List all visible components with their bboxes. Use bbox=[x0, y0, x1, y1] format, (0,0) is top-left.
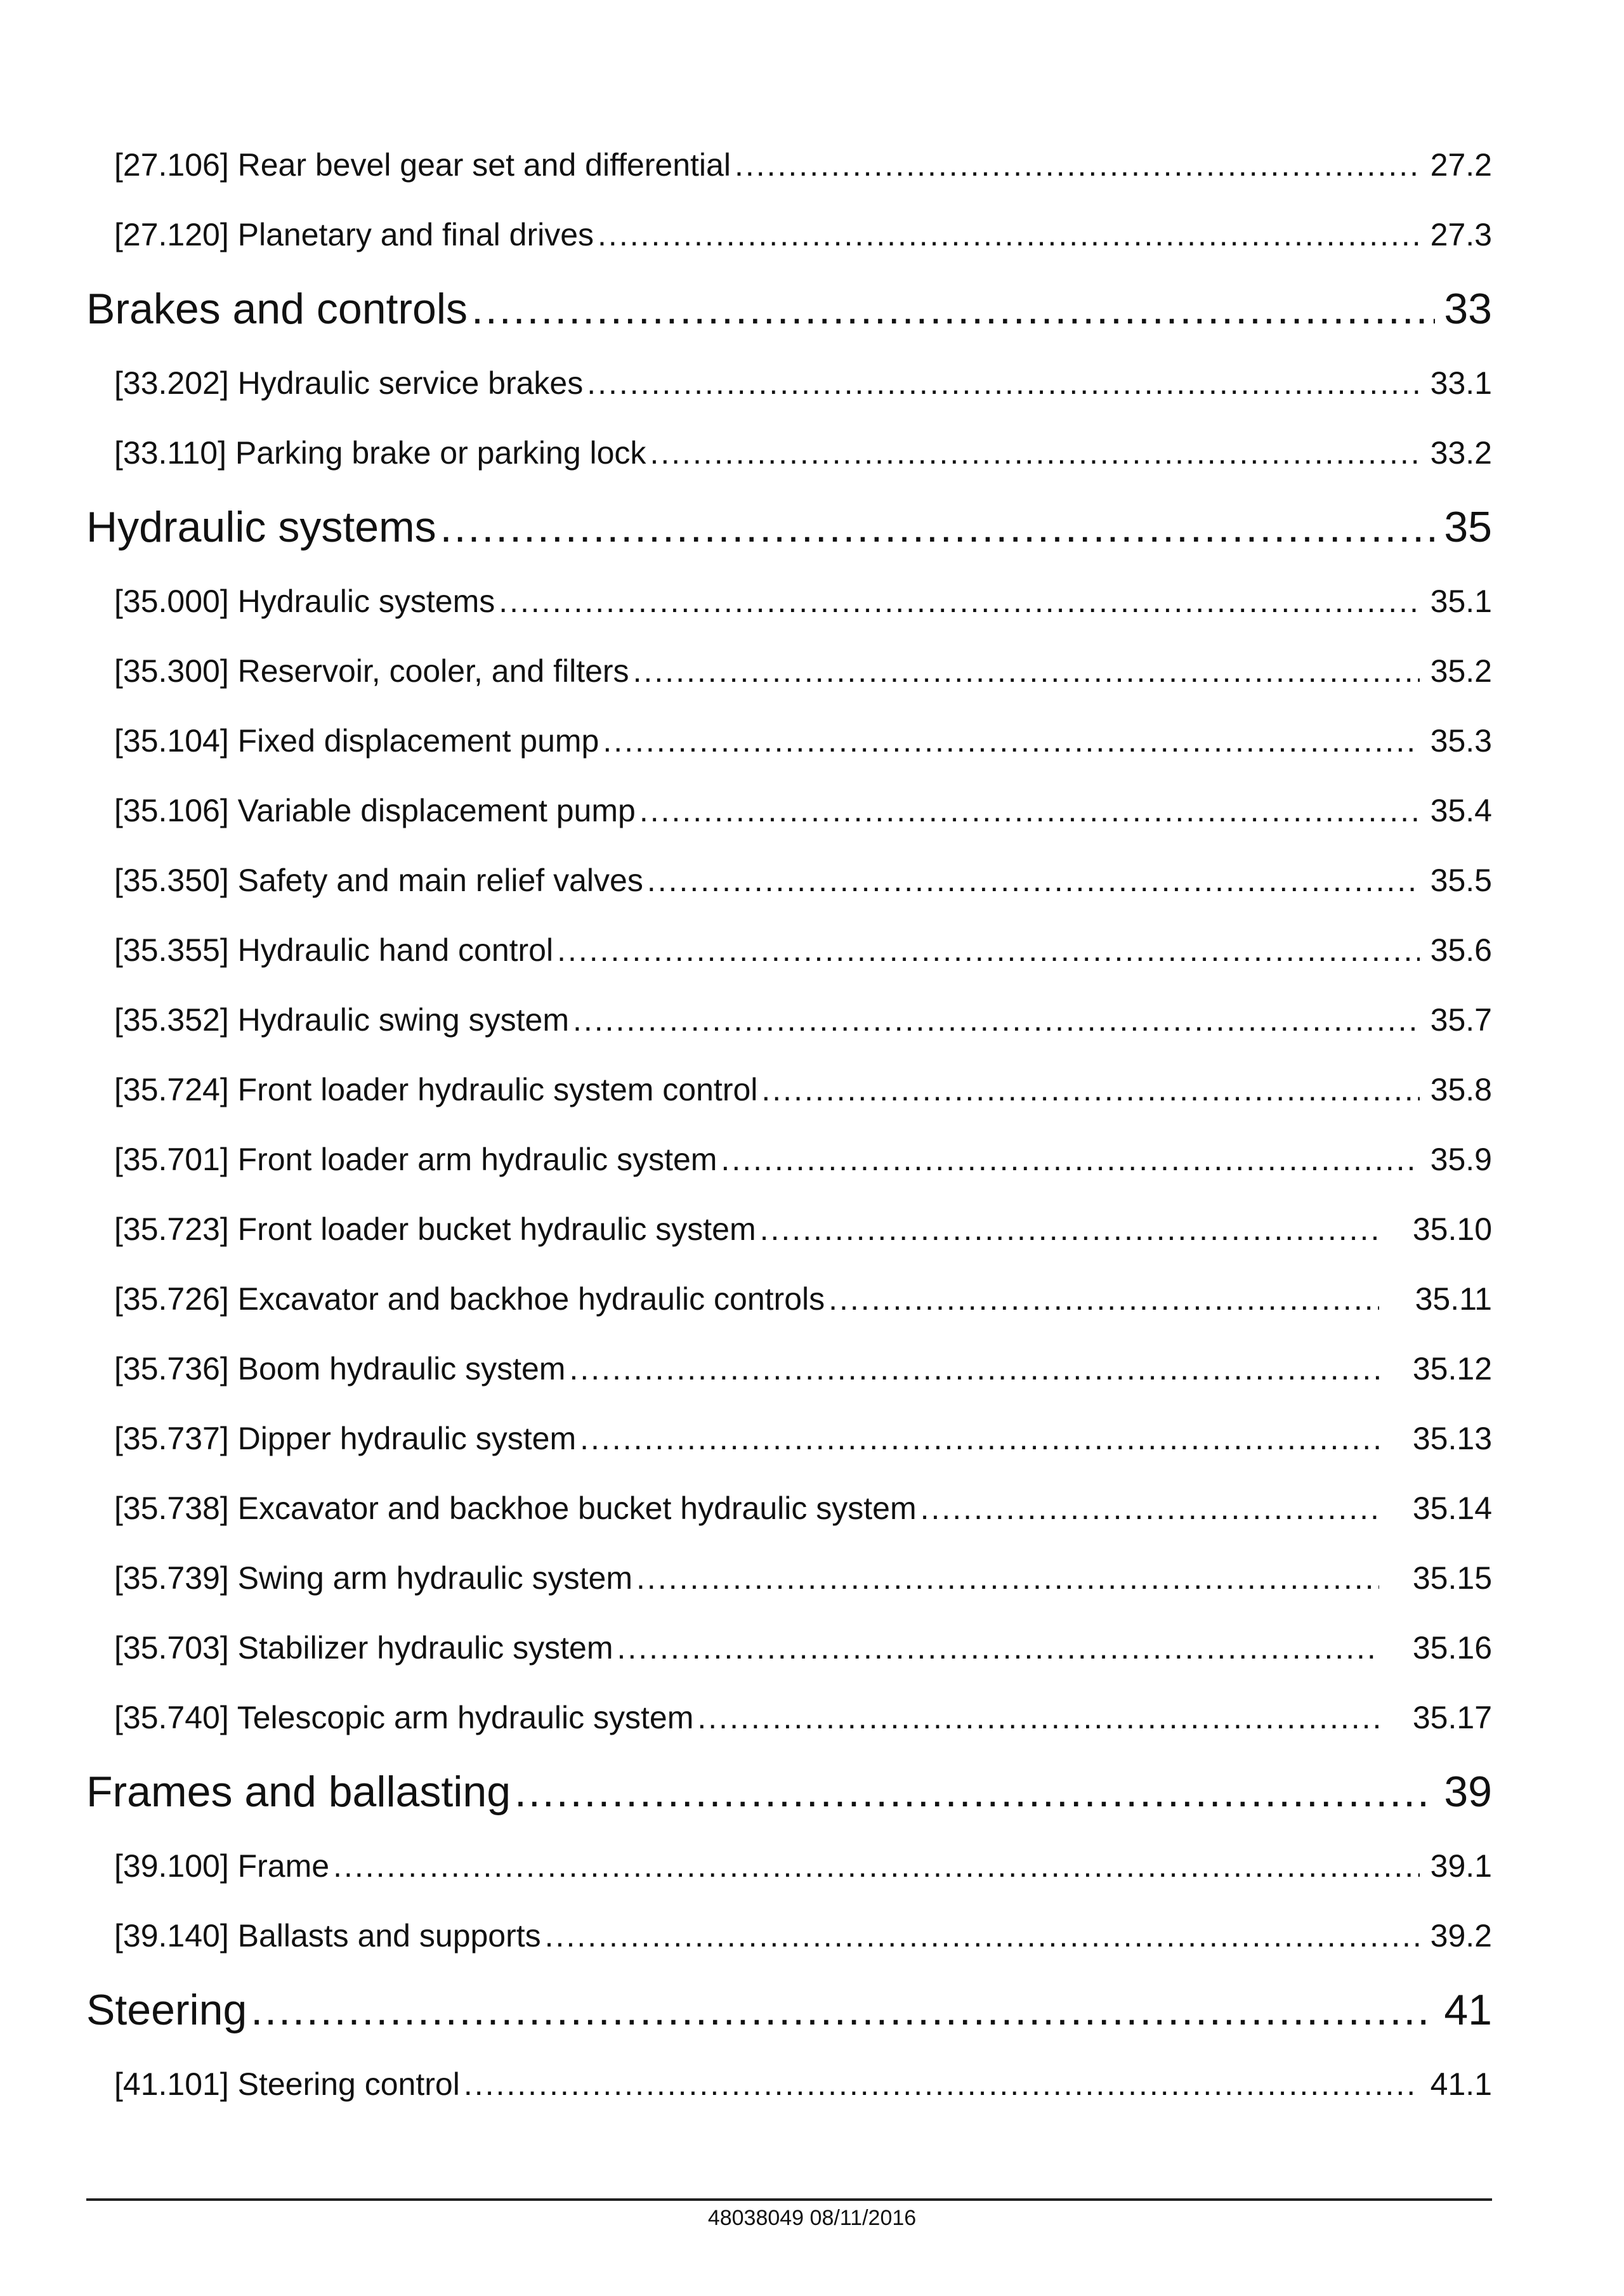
toc-entry-page: 33.2 bbox=[1430, 435, 1492, 471]
toc-entry[interactable] bbox=[86, 776, 1492, 845]
toc-entry-page: 35.1 bbox=[1430, 584, 1492, 619]
toc-entry[interactable] bbox=[86, 200, 1492, 270]
toc-entry[interactable] bbox=[86, 1334, 1492, 1404]
toc-section[interactable] bbox=[86, 270, 1492, 348]
leader-dots bbox=[333, 1831, 1420, 1901]
toc-entry[interactable] bbox=[86, 1404, 1492, 1473]
toc-entry-label: [39.100] Frame bbox=[114, 1848, 330, 1884]
leader-dots bbox=[440, 488, 1435, 566]
toc-entry-page: 35.3 bbox=[1430, 723, 1492, 759]
leader-dots bbox=[471, 270, 1435, 348]
leader-dots bbox=[251, 1971, 1435, 2049]
toc-entry-label: [35.739] Swing arm hydraulic system bbox=[114, 1560, 633, 1596]
leader-dots bbox=[639, 776, 1420, 845]
toc-entry-label: [27.106] Rear bevel gear set and differential bbox=[114, 147, 731, 183]
toc-entry-page: 27.3 bbox=[1430, 217, 1492, 252]
toc-entry-page: 35.13 bbox=[1412, 1421, 1492, 1456]
leader-dots bbox=[499, 566, 1420, 636]
toc-entry[interactable] bbox=[86, 566, 1492, 636]
toc-entry[interactable] bbox=[86, 706, 1492, 776]
leader-dots bbox=[545, 1901, 1420, 1971]
leader-dots bbox=[580, 1404, 1379, 1473]
toc-entry-label: [35.000] Hydraulic systems bbox=[114, 584, 495, 619]
toc-entry-page: 35.16 bbox=[1412, 1630, 1492, 1666]
toc-entry-page: 39.2 bbox=[1430, 1918, 1492, 1954]
toc-entry[interactable] bbox=[86, 1543, 1492, 1613]
toc-entry-page: 39.1 bbox=[1430, 1848, 1492, 1884]
toc-entry-label: [35.352] Hydraulic swing system bbox=[114, 1002, 569, 1038]
toc-entry[interactable] bbox=[86, 1125, 1492, 1194]
toc-entry-label: [39.140] Ballasts and supports bbox=[114, 1918, 541, 1954]
toc-section-title: Frames and ballasting bbox=[86, 1768, 511, 1816]
toc-section-page: 35 bbox=[1444, 503, 1492, 551]
toc-section[interactable] bbox=[86, 1752, 1492, 1831]
toc-entry-page: 33.1 bbox=[1430, 365, 1492, 401]
toc-entry[interactable] bbox=[86, 1194, 1492, 1264]
toc-entry[interactable] bbox=[86, 348, 1492, 418]
leader-dots bbox=[828, 1264, 1379, 1334]
toc-entry[interactable] bbox=[86, 1831, 1492, 1901]
leader-dots bbox=[514, 1752, 1435, 1831]
toc-entry[interactable] bbox=[86, 1613, 1492, 1683]
leader-dots bbox=[761, 1055, 1420, 1125]
table-of-contents bbox=[86, 130, 1492, 2119]
toc-entry-page: 35.10 bbox=[1412, 1211, 1492, 1247]
leader-dots bbox=[633, 636, 1420, 706]
toc-entry-label: [35.300] Reservoir, cooler, and filters bbox=[114, 653, 629, 689]
toc-entry-page: 35.11 bbox=[1415, 1281, 1492, 1317]
leader-dots bbox=[464, 2049, 1420, 2119]
leader-dots bbox=[617, 1613, 1379, 1683]
toc-entry-label: [35.740] Telescopic arm hydraulic system bbox=[114, 1700, 694, 1735]
toc-entry-label: [35.723] Front loader bucket hydraulic system bbox=[114, 1211, 756, 1247]
leader-dots bbox=[650, 418, 1420, 488]
toc-entry-label: [33.202] Hydraulic service brakes bbox=[114, 365, 584, 401]
toc-entry-page: 35.17 bbox=[1412, 1700, 1492, 1735]
toc-entry-label: [35.350] Safety and main relief valves bbox=[114, 863, 643, 898]
toc-section-page: 33 bbox=[1444, 285, 1492, 333]
toc-entry-label: [35.701] Front loader arm hydraulic system bbox=[114, 1142, 717, 1177]
leader-dots bbox=[920, 1473, 1379, 1543]
leader-dots bbox=[735, 130, 1420, 200]
toc-entry-page: 35.4 bbox=[1430, 793, 1492, 828]
toc-entry-label: [35.355] Hydraulic hand control bbox=[114, 932, 554, 968]
leader-dots bbox=[557, 915, 1420, 985]
leader-dots bbox=[569, 1334, 1379, 1404]
toc-entry-page: 35.14 bbox=[1412, 1490, 1492, 1526]
toc-entry[interactable] bbox=[86, 915, 1492, 985]
toc-entry-page: 35.8 bbox=[1430, 1072, 1492, 1107]
toc-entry[interactable] bbox=[86, 636, 1492, 706]
toc-entry-label: [33.110] Parking brake or parking lock bbox=[114, 435, 646, 471]
toc-section-title: Steering bbox=[86, 1986, 247, 2034]
toc-entry-label: [35.724] Front loader hydraulic system control bbox=[114, 1072, 758, 1107]
toc-entry[interactable] bbox=[86, 985, 1492, 1055]
toc-entry[interactable] bbox=[86, 1264, 1492, 1334]
footer-divider bbox=[86, 2198, 1492, 2201]
leader-dots bbox=[598, 200, 1420, 270]
toc-entry-label: [35.106] Variable displacement pump bbox=[114, 793, 636, 828]
toc-entry-page: 27.2 bbox=[1430, 147, 1492, 183]
leader-dots bbox=[587, 348, 1420, 418]
toc-entry-label: [41.101] Steering control bbox=[114, 2066, 460, 2102]
toc-entry-label: [35.737] Dipper hydraulic system bbox=[114, 1421, 577, 1456]
toc-entry-label: [27.120] Planetary and final drives bbox=[114, 217, 594, 252]
toc-entry-label: [35.104] Fixed displacement pump bbox=[114, 723, 599, 759]
toc-entry-label: [35.726] Excavator and backhoe hydraulic controls bbox=[114, 1281, 825, 1317]
toc-section-title: Hydraulic systems bbox=[86, 503, 436, 551]
leader-dots bbox=[760, 1194, 1379, 1264]
toc-section[interactable] bbox=[86, 1971, 1492, 2049]
toc-entry-page: 35.7 bbox=[1430, 1002, 1492, 1038]
toc-entry[interactable] bbox=[86, 1473, 1492, 1543]
toc-entry-page: 35.5 bbox=[1430, 863, 1492, 898]
toc-entry[interactable] bbox=[86, 845, 1492, 915]
leader-dots bbox=[636, 1543, 1379, 1613]
toc-entry-page: 35.2 bbox=[1430, 653, 1492, 689]
toc-section-page: 41 bbox=[1444, 1986, 1492, 2034]
footer-doc-id: 48038049 08/11/2016 bbox=[707, 2206, 917, 2230]
toc-entry-label: [35.736] Boom hydraulic system bbox=[114, 1351, 566, 1386]
toc-entry-page: 35.15 bbox=[1412, 1560, 1492, 1596]
toc-entry-page: 35.9 bbox=[1430, 1142, 1492, 1177]
toc-section[interactable] bbox=[86, 488, 1492, 566]
toc-entry[interactable] bbox=[86, 130, 1492, 200]
toc-entry[interactable] bbox=[86, 1683, 1492, 1752]
leader-dots bbox=[573, 985, 1420, 1055]
toc-entry-label: [35.703] Stabilizer hydraulic system bbox=[114, 1630, 613, 1666]
toc-entry-page: 35.6 bbox=[1430, 932, 1492, 968]
toc-entry-page: 35.12 bbox=[1412, 1351, 1492, 1386]
toc-entry-page: 41.1 bbox=[1430, 2066, 1492, 2102]
leader-dots bbox=[721, 1125, 1420, 1194]
leader-dots bbox=[697, 1683, 1379, 1752]
toc-entry-label: [35.738] Excavator and backhoe bucket hydraulic system bbox=[114, 1490, 917, 1526]
toc-section-title: Brakes and controls bbox=[86, 285, 468, 333]
leader-dots bbox=[647, 845, 1420, 915]
toc-section-page: 39 bbox=[1444, 1768, 1492, 1816]
toc-entry[interactable] bbox=[86, 418, 1492, 488]
leader-dots bbox=[603, 706, 1420, 776]
toc-entry[interactable] bbox=[86, 2049, 1492, 2119]
toc-entry[interactable] bbox=[86, 1901, 1492, 1971]
toc-entry[interactable] bbox=[86, 1055, 1492, 1125]
